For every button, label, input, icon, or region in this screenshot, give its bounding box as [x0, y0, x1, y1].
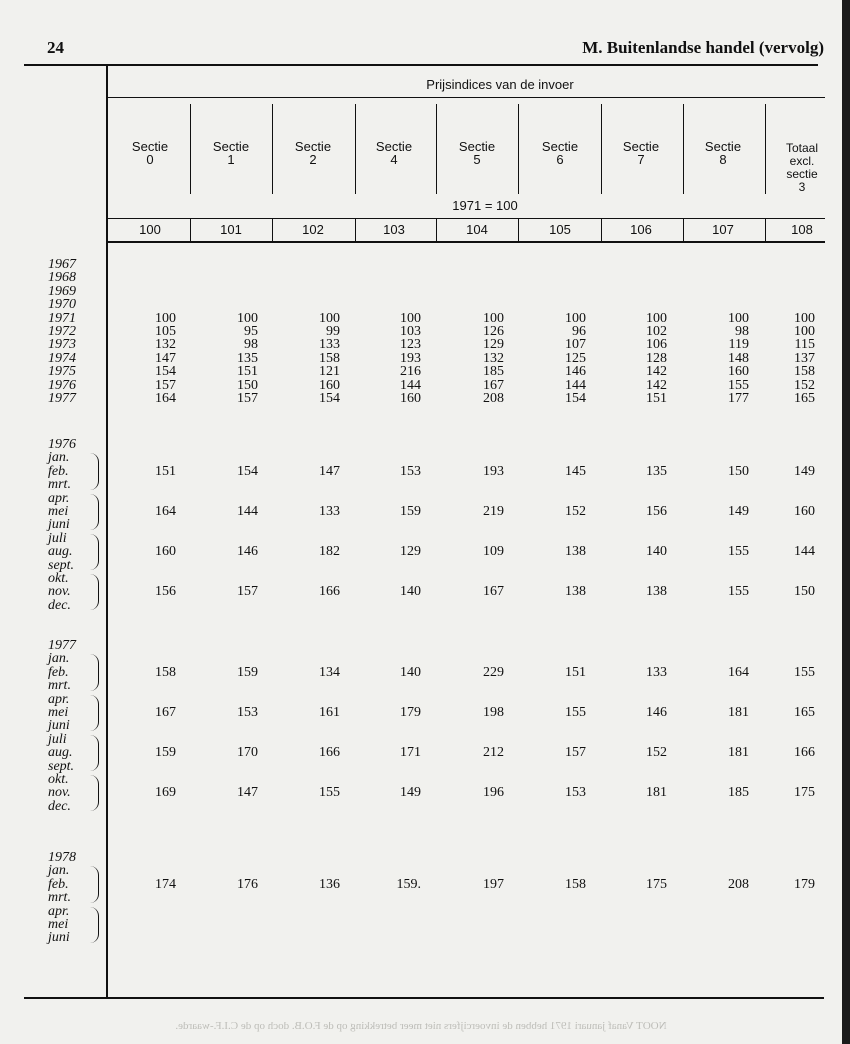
code-row-top-rule	[107, 218, 825, 219]
year-label: 1972	[48, 324, 76, 339]
table-cell: 100	[237, 310, 258, 326]
table-cell: 196	[483, 785, 504, 801]
group-brace	[90, 735, 99, 771]
year-label: 1968	[48, 270, 76, 286]
table-cell: 181	[646, 785, 667, 801]
table-cell: 229	[483, 664, 504, 680]
table-cell: 182	[319, 544, 340, 560]
table-cell: 149	[794, 463, 815, 479]
quarter-year-label: 1977	[48, 638, 76, 653]
table-cell: 157	[565, 745, 586, 761]
month-label: juli	[48, 731, 67, 747]
table-cell: 146	[565, 364, 586, 380]
table-cell: 152	[646, 745, 667, 761]
table-cell: 159	[237, 664, 258, 680]
quarter-year-label: 1976	[48, 437, 76, 452]
group-brace	[90, 907, 99, 943]
month-label: dec.	[48, 798, 71, 814]
month-label: aug.	[48, 745, 73, 761]
column-code: 106	[630, 222, 652, 237]
column-header: Sectie 8	[704, 139, 742, 167]
table-cell: 107	[565, 337, 586, 353]
table-cell: 147	[319, 463, 340, 479]
column-separator	[765, 104, 766, 194]
group-brace	[90, 866, 99, 902]
year-label: 1967	[48, 257, 76, 272]
table-cell: 179	[400, 705, 421, 720]
year-label: 1973	[48, 337, 76, 353]
table-title: Prijsindices van de invoer	[426, 77, 574, 92]
table-cell: 103	[400, 324, 421, 339]
table-cell: 154	[237, 463, 258, 479]
code-separator	[436, 218, 437, 241]
table-cell: 132	[155, 337, 176, 353]
column-separator	[355, 104, 356, 194]
table-cell: 138	[565, 584, 586, 600]
column-code: 104	[466, 222, 488, 237]
code-separator	[601, 218, 602, 241]
table-cell: 152	[565, 504, 586, 519]
month-label: juni	[48, 517, 70, 533]
table-cell: 100	[728, 310, 749, 326]
table-cell: 208	[483, 391, 504, 406]
table-cell: 100	[565, 310, 586, 326]
table-cell: 144	[565, 377, 586, 393]
table-cell: 145	[565, 463, 586, 479]
table-cell: 167	[483, 377, 504, 393]
table-cell: 137	[794, 350, 815, 366]
table-cell: 147	[237, 785, 258, 801]
year-label: 1977	[48, 391, 76, 406]
table-cell: 155	[728, 377, 749, 393]
table-cell: 181	[728, 745, 749, 761]
year-label: 1970	[48, 297, 76, 313]
table-cell: 164	[155, 391, 176, 406]
column-header: Sectie 4	[375, 139, 413, 167]
table-cell: 149	[728, 504, 749, 519]
year-label: 1974	[48, 350, 76, 366]
table-cell: 149	[400, 785, 421, 801]
table-cell: 133	[646, 664, 667, 680]
table-cell: 157	[237, 391, 258, 406]
table-cell: 175	[794, 785, 815, 801]
table-cell: 105	[155, 324, 176, 339]
column-header: Totaal excl. sectie 3	[785, 141, 819, 194]
month-label: feb.	[48, 876, 69, 892]
table-cell: 156	[646, 504, 667, 519]
table-cell: 121	[319, 364, 340, 380]
code-separator	[518, 218, 519, 241]
year-label: 1976	[48, 377, 76, 393]
column-header: Sectie 7	[622, 139, 660, 167]
bottom-rule	[24, 997, 824, 999]
table-cell: 144	[237, 504, 258, 519]
column-code: 100	[139, 222, 161, 237]
table-cell: 150	[728, 463, 749, 479]
table-cell: 159	[400, 504, 421, 519]
column-code: 102	[302, 222, 324, 237]
table-cell: 151	[237, 364, 258, 380]
table-cell: 155	[565, 705, 586, 720]
top-rule	[24, 64, 818, 66]
table-cell: 179	[794, 876, 815, 892]
table-cell: 185	[728, 785, 749, 801]
column-code: 107	[712, 222, 734, 237]
code-row-bottom-rule	[107, 241, 825, 243]
month-label: juni	[48, 930, 70, 946]
table-cell: 146	[237, 544, 258, 560]
table-cell: 157	[155, 377, 176, 393]
year-label: 1969	[48, 283, 76, 299]
month-label: dec.	[48, 597, 71, 613]
group-brace	[90, 775, 99, 811]
group-brace	[90, 654, 99, 690]
table-cell: 164	[155, 504, 176, 519]
table-cell: 174	[155, 876, 176, 892]
month-label: juni	[48, 718, 70, 734]
table-cell: 166	[319, 584, 340, 600]
month-label: mei	[48, 917, 69, 932]
table-cell: 100	[319, 310, 340, 326]
table-cell: 150	[794, 584, 815, 600]
title-underline	[107, 97, 825, 98]
table-cell: 167	[483, 584, 504, 600]
table-cell: 160	[794, 504, 815, 519]
table-cell: 136	[319, 876, 340, 892]
table-cell: 151	[646, 391, 667, 406]
month-label: okt.	[48, 772, 69, 787]
group-brace	[90, 494, 99, 530]
month-label: mei	[48, 705, 69, 720]
table-cell: 129	[400, 544, 421, 560]
table-cell: 123	[400, 337, 421, 353]
month-label: okt.	[48, 571, 69, 586]
table-cell: 142	[646, 364, 667, 380]
table-cell: 142	[646, 377, 667, 393]
group-brace	[90, 453, 99, 489]
table-cell: 155	[794, 664, 815, 680]
table-cell: 198	[483, 705, 504, 720]
month-label: mrt.	[48, 477, 71, 493]
table-cell: 158	[319, 350, 340, 366]
table-cell: 159	[155, 745, 176, 761]
table-cell: 155	[728, 584, 749, 600]
code-separator	[355, 218, 356, 241]
table-cell: 144	[794, 544, 815, 560]
column-header: Sectie 2	[294, 139, 332, 167]
table-cell: 166	[794, 745, 815, 761]
table-cell: 133	[319, 337, 340, 353]
table-cell: 159.	[396, 876, 421, 892]
table-cell: 100	[400, 310, 421, 326]
table-cell: 161	[319, 705, 340, 720]
table-cell: 140	[646, 544, 667, 560]
quarter-year-label: 1978	[48, 850, 76, 865]
table-cell: 115	[794, 337, 815, 353]
table-cell: 147	[155, 350, 176, 366]
month-label: mrt.	[48, 890, 71, 906]
table-cell: 154	[155, 364, 176, 380]
table-cell: 140	[400, 584, 421, 600]
table-cell: 152	[794, 377, 815, 393]
table-cell: 158	[155, 664, 176, 680]
table-cell: 95	[244, 324, 258, 339]
table-cell: 165	[794, 391, 815, 406]
table-cell: 146	[646, 705, 667, 720]
column-header: Sectie 0	[131, 139, 169, 167]
table-cell: 158	[794, 364, 815, 380]
month-label: aug.	[48, 544, 73, 560]
table-cell: 164	[728, 664, 749, 680]
table-cell: 99	[326, 324, 340, 339]
table-cell: 216	[400, 364, 421, 380]
code-separator	[765, 218, 766, 241]
table-cell: 126	[483, 324, 504, 339]
table-cell: 197	[483, 876, 504, 892]
table-cell: 212	[483, 745, 504, 761]
table-cell: 138	[646, 584, 667, 600]
table-cell: 155	[319, 785, 340, 801]
table-cell: 154	[565, 391, 586, 406]
column-code: 105	[549, 222, 571, 237]
column-code: 103	[383, 222, 405, 237]
column-code: 108	[791, 222, 813, 237]
table-cell: 98	[244, 337, 258, 353]
table-cell: 100	[794, 310, 815, 326]
table-cell: 160	[319, 377, 340, 393]
column-header: Sectie 5	[458, 139, 496, 167]
column-code: 101	[220, 222, 242, 237]
table-cell: 193	[400, 350, 421, 366]
table-cell: 175	[646, 876, 667, 892]
table-cell: 100	[646, 310, 667, 326]
table-cell: 177	[728, 391, 749, 406]
month-label: juli	[48, 530, 67, 546]
table-cell: 155	[728, 544, 749, 560]
group-brace	[90, 534, 99, 570]
table-cell: 138	[565, 544, 586, 560]
table-cell: 119	[728, 337, 749, 353]
table-cell: 153	[565, 785, 586, 801]
table-cell: 102	[646, 324, 667, 339]
table-cell: 160	[728, 364, 749, 380]
group-brace	[90, 695, 99, 731]
table-cell: 153	[237, 705, 258, 720]
table-cell: 160	[400, 391, 421, 406]
column-header: Sectie 1	[212, 139, 250, 167]
month-label: mei	[48, 504, 69, 519]
table-cell: 150	[237, 377, 258, 393]
table-cell: 135	[646, 463, 667, 479]
table-cell: 166	[319, 745, 340, 761]
table-cell: 153	[400, 463, 421, 479]
table-cell: 144	[400, 377, 421, 393]
month-label: sept.	[48, 557, 75, 573]
month-label: jan.	[48, 450, 70, 466]
table-cell: 151	[565, 664, 586, 680]
table-cell: 134	[319, 664, 340, 680]
table-cell: 148	[728, 350, 749, 366]
table-cell: 128	[646, 350, 667, 366]
table-cell: 135	[237, 350, 258, 366]
table-cell: 170	[237, 745, 258, 761]
month-label: jan.	[48, 651, 70, 667]
column-separator	[190, 104, 191, 194]
table-cell: 109	[483, 544, 504, 560]
bleed-through-note: NOOT Vanaf januari 1971 hebben de invoercijfers niet meer betrekking op de F.O.B. doch op de C.I.F.-waarde.	[175, 1020, 667, 1032]
table-cell: 169	[155, 785, 176, 801]
year-label: 1971	[48, 310, 76, 326]
column-separator	[436, 104, 437, 194]
table-cell: 158	[565, 876, 586, 892]
table-cell: 219	[483, 504, 504, 519]
code-separator	[272, 218, 273, 241]
table-cell: 154	[319, 391, 340, 406]
group-brace	[90, 574, 99, 610]
month-label: feb.	[48, 664, 69, 680]
column-separator	[683, 104, 684, 194]
table-cell: 185	[483, 364, 504, 380]
month-label: nov.	[48, 785, 71, 801]
page-header: M. Buitenlandse handel (vervolg)	[582, 38, 824, 57]
month-label: apr.	[48, 490, 70, 506]
column-separator	[601, 104, 602, 194]
month-label: sept.	[48, 758, 75, 774]
stub-divider	[106, 64, 108, 999]
table-cell: 176	[237, 876, 258, 892]
table-cell: 151	[155, 463, 176, 479]
table-cell: 156	[155, 584, 176, 600]
table-cell: 181	[728, 705, 749, 720]
table-cell: 100	[483, 310, 504, 326]
table-cell: 140	[400, 664, 421, 680]
base-year-label: 1971 = 100	[452, 198, 518, 213]
month-label: nov.	[48, 584, 71, 600]
month-label: apr.	[48, 903, 70, 919]
table-cell: 208	[728, 876, 749, 892]
year-label: 1975	[48, 364, 76, 380]
table-cell: 160	[155, 544, 176, 560]
column-header: Sectie 6	[541, 139, 579, 167]
binding-edge	[842, 0, 850, 1044]
column-separator	[272, 104, 273, 194]
table-cell: 100	[794, 324, 815, 339]
table-cell: 98	[735, 324, 749, 339]
table-cell: 129	[483, 337, 504, 353]
table-cell: 100	[155, 310, 176, 326]
month-label: jan.	[48, 863, 70, 879]
table-cell: 133	[319, 504, 340, 519]
page-number: 24	[47, 38, 64, 57]
table-cell: 96	[572, 324, 586, 339]
table-cell: 165	[794, 705, 815, 720]
table-cell: 193	[483, 463, 504, 479]
code-separator	[683, 218, 684, 241]
month-label: feb.	[48, 463, 69, 479]
table-cell: 132	[483, 350, 504, 366]
code-separator	[190, 218, 191, 241]
table-cell: 106	[646, 337, 667, 353]
month-label: mrt.	[48, 678, 71, 694]
table-cell: 157	[237, 584, 258, 600]
month-label: apr.	[48, 691, 70, 707]
table-cell: 171	[400, 745, 421, 761]
table-cell: 167	[155, 705, 176, 720]
table-cell: 125	[565, 350, 586, 366]
column-separator	[518, 104, 519, 194]
